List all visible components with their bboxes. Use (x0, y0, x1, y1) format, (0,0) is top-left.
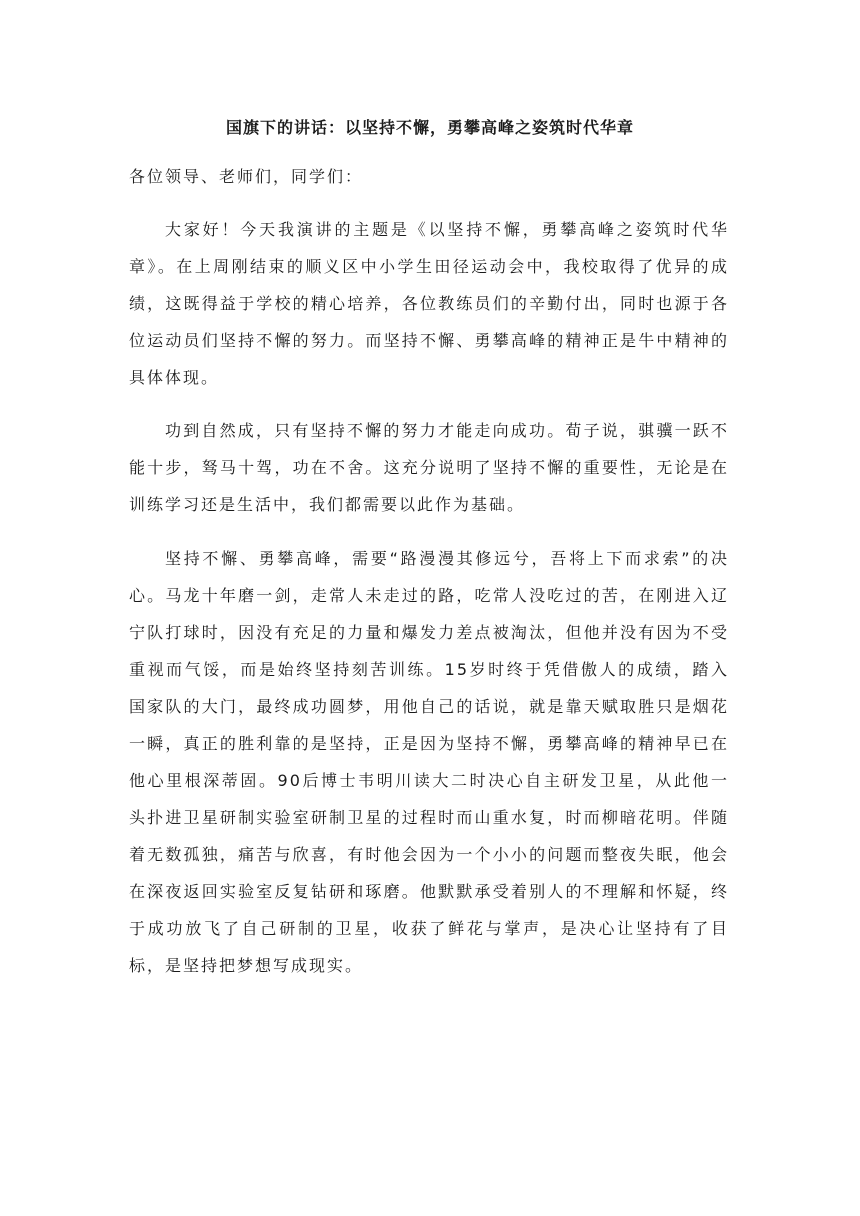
document-title: 国旗下的讲话：以坚持不懈，勇攀高峰之姿筑时代华章 (225, 118, 634, 137)
document-body (129, 158, 729, 984)
paragraph-opening: 大家好！今天我演讲的主题是《以坚持不懈，勇攀高峰之姿筑时代华章》。在上周刚结束的顺义区中小学生田径运动会中，我校取得了优异的成绩，这既得益于学校的精心培养，各位教练员们的辛勤付出，同时也源于各位运动员们坚持不懈的努力。而坚持不懈、勇攀高峰的精神正是牛中精神的具体体现。 (129, 220, 729, 388)
salutation: 各位领导、老师们，同学们： (129, 167, 364, 186)
paragraph-examples: 坚持不懈、勇攀高峰，需要“路漫漫其修远兮，吾将上下而求索”的决心。马龙十年磨一剑，走常人未走过的路，吃常人没吃过的苦，在刚进入辽宁队打球时，因没有充足的力量和爆发力差点被淘汰，但他并没有因为不受重视而气馁，而是始终坚持刻苦训练。15岁时终于凭借傲人的成绩，踏入国家队的大门，最终成功圆梦，用他自己的话说，就是靠天赋取胜只是烟花一瞬，真正的胜利靠的是坚持，正是因为坚持不懈，勇攀高峰的精神早已在他心里根深蒂固。90后博士韦明川读大二时决心自主研发卫星，从此他一头扑进卫星研制实验室研制卫星的过程时而山重水复，时而柳暗花明。伴随着无数孤独，痛苦与欣喜，有时他会因为一个小小的问题而整夜失眠，他会在深夜返回实验室反复钻研和琢磨。他默默承受着别人的不理解和怀疑，终于成功放飞了自己研制的卫星，收获了鲜花与掌声，是决心让坚持有了目标，是坚持把梦想写成现实。 (129, 548, 729, 975)
paragraph-perseverance: 功到自然成，只有坚持不懈的努力才能走向成功。荀子说，骐骥一跃不能十步，驽马十驾，功在不舍。这充分说明了坚持不懈的重要性，无论是在训练学习还是生活中，我们都需要以此作为基础。 (129, 421, 729, 515)
